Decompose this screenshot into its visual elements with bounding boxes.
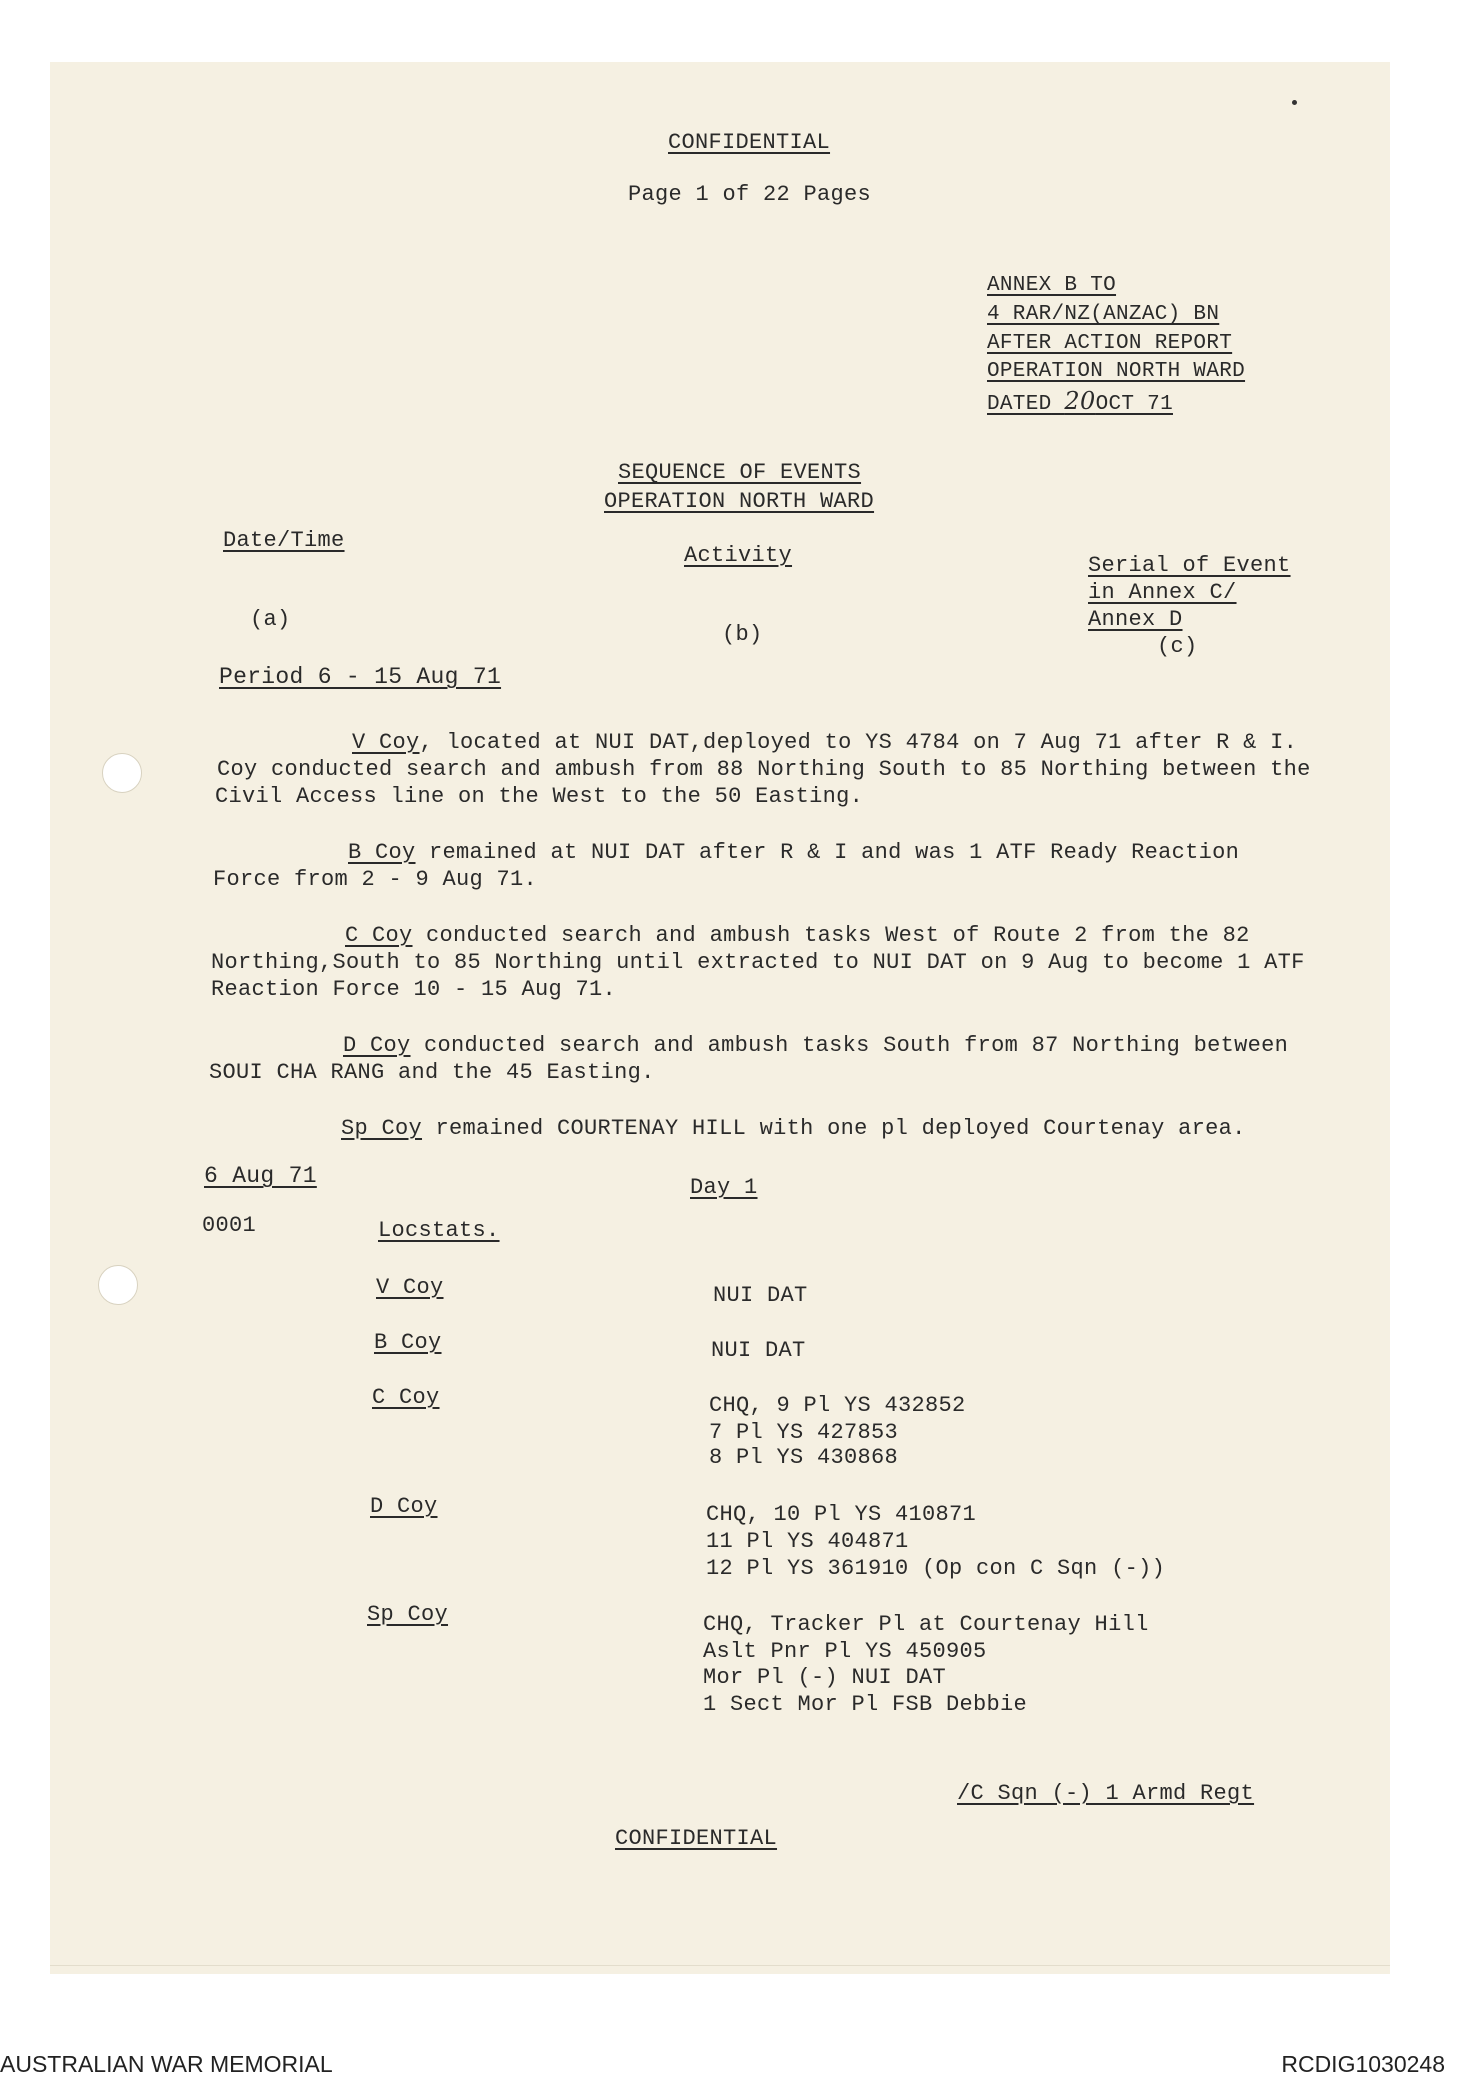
locstat-unit: C Coy (372, 1385, 440, 1410)
locstat-location: 8 Pl YS 430868 (709, 1445, 899, 1470)
document-title-line-1: SEQUENCE OF EVENTS (618, 460, 862, 485)
handwritten-date: 20 (1064, 387, 1096, 415)
paragraph-text: , located at NUI DAT,deployed to YS 4784 on 7 Aug 71 after R & I. (419, 730, 1298, 755)
annex-line-1: ANNEX B TO (987, 274, 1117, 297)
archive-credit: AUSTRALIAN WAR MEMORIAL (0, 2051, 333, 2077)
paragraph-text: remained at NUI DAT after R & I and was 1 ATF Ready Reaction (415, 840, 1240, 865)
punch-hole (102, 753, 142, 793)
paragraph-text: conducted search and ambush tasks West of Route 2 from the 82 (412, 923, 1250, 948)
paragraph-sp-coy-line-1 (341, 1116, 1246, 1141)
locstat-location: CHQ, 9 Pl YS 432852 (709, 1393, 966, 1418)
unit-c-coy: C Coy (345, 923, 413, 948)
classification-top: CONFIDENTIAL (668, 130, 831, 155)
paragraph-d-coy-line-2: SOUI CHA RANG and the 45 Easting. (209, 1060, 655, 1085)
document-title-line-2: OPERATION NORTH WARD (604, 489, 875, 514)
annex-line-2: 4 RAR/NZ(ANZAC) BN (987, 303, 1220, 326)
continuation-note: /C Sqn (-) 1 Armd Regt (957, 1781, 1255, 1806)
locstat-location: Mor Pl (-) NUI DAT (703, 1665, 947, 1690)
entry-date: 6 Aug 71 (204, 1163, 317, 1189)
dated-prefix: DATED (987, 393, 1052, 416)
paragraph-b-coy-line-1 (348, 840, 1239, 865)
locstat-location: 1 Sect Mor Pl FSB Debbie (703, 1692, 1028, 1717)
column-header-date-time: Date/Time (223, 528, 345, 553)
locstat-location: NUI DAT (713, 1283, 808, 1308)
locstat-location: Aslt Pnr Pl YS 450905 (703, 1639, 987, 1664)
locstat-location: 11 Pl YS 404871 (706, 1529, 909, 1554)
paragraph-c-coy-line-3: Reaction Force 10 - 15 Aug 71. (211, 977, 617, 1002)
paragraph-c-coy-line-2: Northing,South to 85 Northing until extracted to NUI DAT on 9 Aug to become 1 ATF (211, 950, 1305, 975)
paragraph-v-coy-line-1 (352, 730, 1297, 755)
locstat-location: 12 Pl YS 361910 (Op con C Sqn (-)) (706, 1556, 1166, 1581)
locstats-heading: Locstats. (378, 1218, 500, 1243)
paragraph-v-coy-line-2: Coy conducted search and ambush from 88 Northing South to 85 Northing between the (217, 757, 1311, 782)
annex-line-3: AFTER ACTION REPORT (987, 332, 1233, 355)
locstat-location: CHQ, Tracker Pl at Courtenay Hill (703, 1612, 1149, 1637)
paragraph-d-coy-line-1 (343, 1033, 1288, 1058)
paper-edge (50, 1965, 1390, 1966)
column-header-activity: Activity (684, 543, 793, 568)
locstat-unit: B Coy (374, 1330, 442, 1355)
ink-dot (1292, 100, 1297, 105)
paragraph-text: remained COURTENAY HILL with one pl deployed Courtenay area. (422, 1116, 1246, 1141)
column-header-serial-1: Serial of Event (1088, 553, 1291, 578)
column-header-serial-2: in Annex C/ (1088, 580, 1237, 605)
paragraph-b-coy-line-2: Force from 2 - 9 Aug 71. (213, 867, 538, 892)
paragraph-text: conducted search and ambush tasks South from 87 Northing between (410, 1033, 1289, 1058)
locstat-location: 7 Pl YS 427853 (709, 1420, 899, 1445)
annex-line-4: OPERATION NORTH WARD (987, 360, 1246, 383)
unit-v-coy: V Coy (352, 730, 420, 755)
column-header-serial-3: Annex D (1088, 607, 1183, 632)
dated-suffix: OCT 71 (1095, 393, 1173, 416)
locstat-unit: V Coy (376, 1275, 444, 1300)
locstat-unit: D Coy (370, 1494, 438, 1519)
period-heading: Period 6 - 15 Aug 71 (219, 664, 502, 690)
entry-time: 0001 (202, 1213, 257, 1238)
locstat-location: NUI DAT (711, 1338, 806, 1363)
column-ref-c: (c) (1157, 634, 1198, 659)
column-ref-b: (b) (722, 622, 763, 647)
locstat-unit: Sp Coy (367, 1602, 449, 1627)
column-ref-a: (a) (250, 607, 291, 632)
classification-bottom: CONFIDENTIAL (615, 1826, 778, 1851)
punch-hole (98, 1265, 138, 1305)
archive-reference: RCDIG1030248 (1281, 2051, 1445, 2077)
unit-b-coy: B Coy (348, 840, 416, 865)
paragraph-v-coy-line-3: Civil Access line on the West to the 50 Easting. (215, 784, 864, 809)
page-info: Page 1 of 22 Pages (628, 182, 872, 207)
entry-day: Day 1 (690, 1175, 758, 1200)
unit-sp-coy: Sp Coy (341, 1116, 423, 1141)
unit-d-coy: D Coy (343, 1033, 411, 1058)
annex-dated-line (987, 387, 1173, 416)
locstat-location: CHQ, 10 Pl YS 410871 (706, 1502, 977, 1527)
paragraph-c-coy-line-1 (345, 923, 1250, 948)
